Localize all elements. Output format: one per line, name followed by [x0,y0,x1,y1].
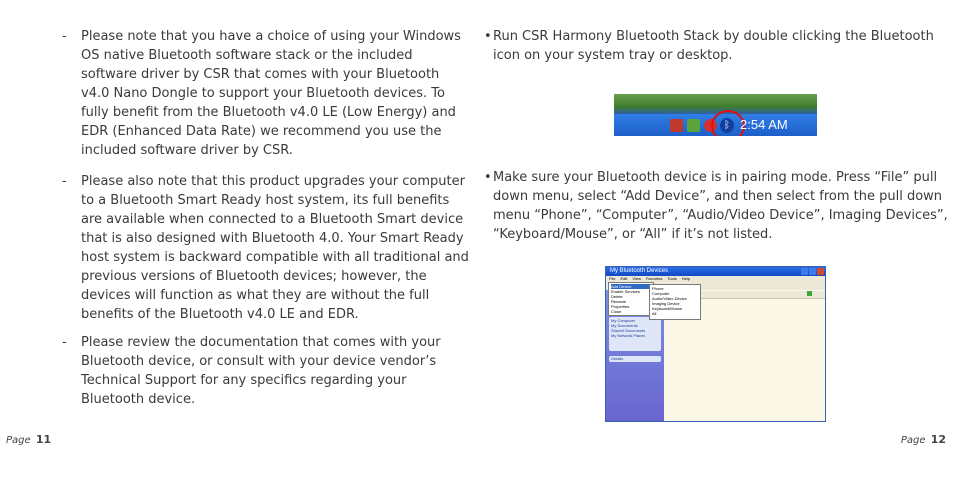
step-text: Make sure your Bluetooth device is in pairing mode. Press “File” pull down menu, select “Add Device”, and then select from the pull down menu “Phone”, “Computer”, “Audio/Video Device”, Imaging Devices”, “Keyboard/Mouse”, or “All” if it’s not listed. [493,170,948,242]
other-places-panel [609,317,661,351]
go-icon [807,291,812,296]
menu-favorites: Favorites [645,276,663,281]
place-network: My Network Places [611,333,646,338]
menu-file: File [609,276,616,281]
submenu-imaging: Imaging Device [652,301,680,306]
submenu-keyboard-mouse: Keyboard/Mouse [652,306,683,311]
note-text: Please also note that this product upgrades your computer to a Bluetooth Smart Ready host system, its full benefits are available when connected to a Bluetooth Smart device that is also designed with Bluetooth 4.0. Your Smart Ready host system is backward compatible with all traditional and previous versions of Bluetooth devices; however, the devices will function as what they are without the full benefits of the Bluetooth v4.0 LE and EDR. [81,174,469,322]
dash-marker: - [62,174,67,189]
file-menu-enable-services: Enable Services [611,289,640,294]
dash-marker: - [62,29,67,44]
page-number-right [901,433,946,446]
dash-marker: - [62,335,67,350]
page-number: 12 [930,433,946,446]
bullet-marker: • [484,170,492,185]
tray-clock: 2:54 AM [740,117,788,132]
bluetooth-icon: ᛒ [720,118,734,133]
minimize-icon [801,268,808,275]
add-device-submenu [649,284,701,320]
file-menu-rename: Rename [611,299,627,304]
submenu-phone: Phone [652,286,664,291]
window-title: My Bluetooth Devices [610,268,669,274]
bluetooth-devices-window-screenshot [605,266,826,422]
note-text: Please note that you have a choice of using your Windows OS native Bluetooth software stack or the included software driver by CSR that comes with your Bluetooth v4.0 Nano Dongle to support your Bluetooth devices. To fully benefit from the Bluetooth v4.0 LE (Low Energy) and EDR (Enhanced Data Rate) we recommend you use the included software driver by CSR. [81,29,461,158]
menu-view: View [632,276,641,281]
file-menu-add-device: Add Device [611,284,651,289]
file-menu-delete: Delete [611,294,623,299]
details-label: Details [611,356,624,361]
submenu-all: All [652,311,657,316]
network-icon [670,119,683,132]
note-text: Please review the documentation that comes with your Bluetooth device, or consult with your device vendor’s Technical Support for any specifics regarding your Bluetooth device. [81,335,441,407]
file-menu-dropdown [608,282,654,316]
place-shared-documents: Shared Documents [611,328,646,333]
window-titlebar [606,267,825,276]
page-number-left [6,433,51,446]
menu-edit: Edit [620,276,628,281]
maximize-icon [809,268,816,275]
details-panel [609,356,661,362]
bullet-marker: • [484,29,492,44]
submenu-computer: Computer [652,291,670,296]
file-menu-properties: Properties [611,304,630,309]
step-text: Run CSR Harmony Bluetooth Stack by double clicking the Bluetooth icon on your system tray or desktop. [493,29,934,63]
page-number: 11 [35,433,52,446]
menu-tools: Tools [667,276,677,281]
place-my-computer: My Computer [611,318,636,323]
place-my-documents: My Documents [611,323,638,328]
submenu-audio-video: Audio/Video Device [652,296,687,301]
system-tray-screenshot [614,94,817,136]
file-menu-close: Close [611,309,622,314]
page-label: Page [900,435,926,446]
menu-help: Help [681,276,690,281]
safely-remove-icon [687,119,700,132]
page-label: Page [6,435,31,446]
close-icon [817,268,824,275]
